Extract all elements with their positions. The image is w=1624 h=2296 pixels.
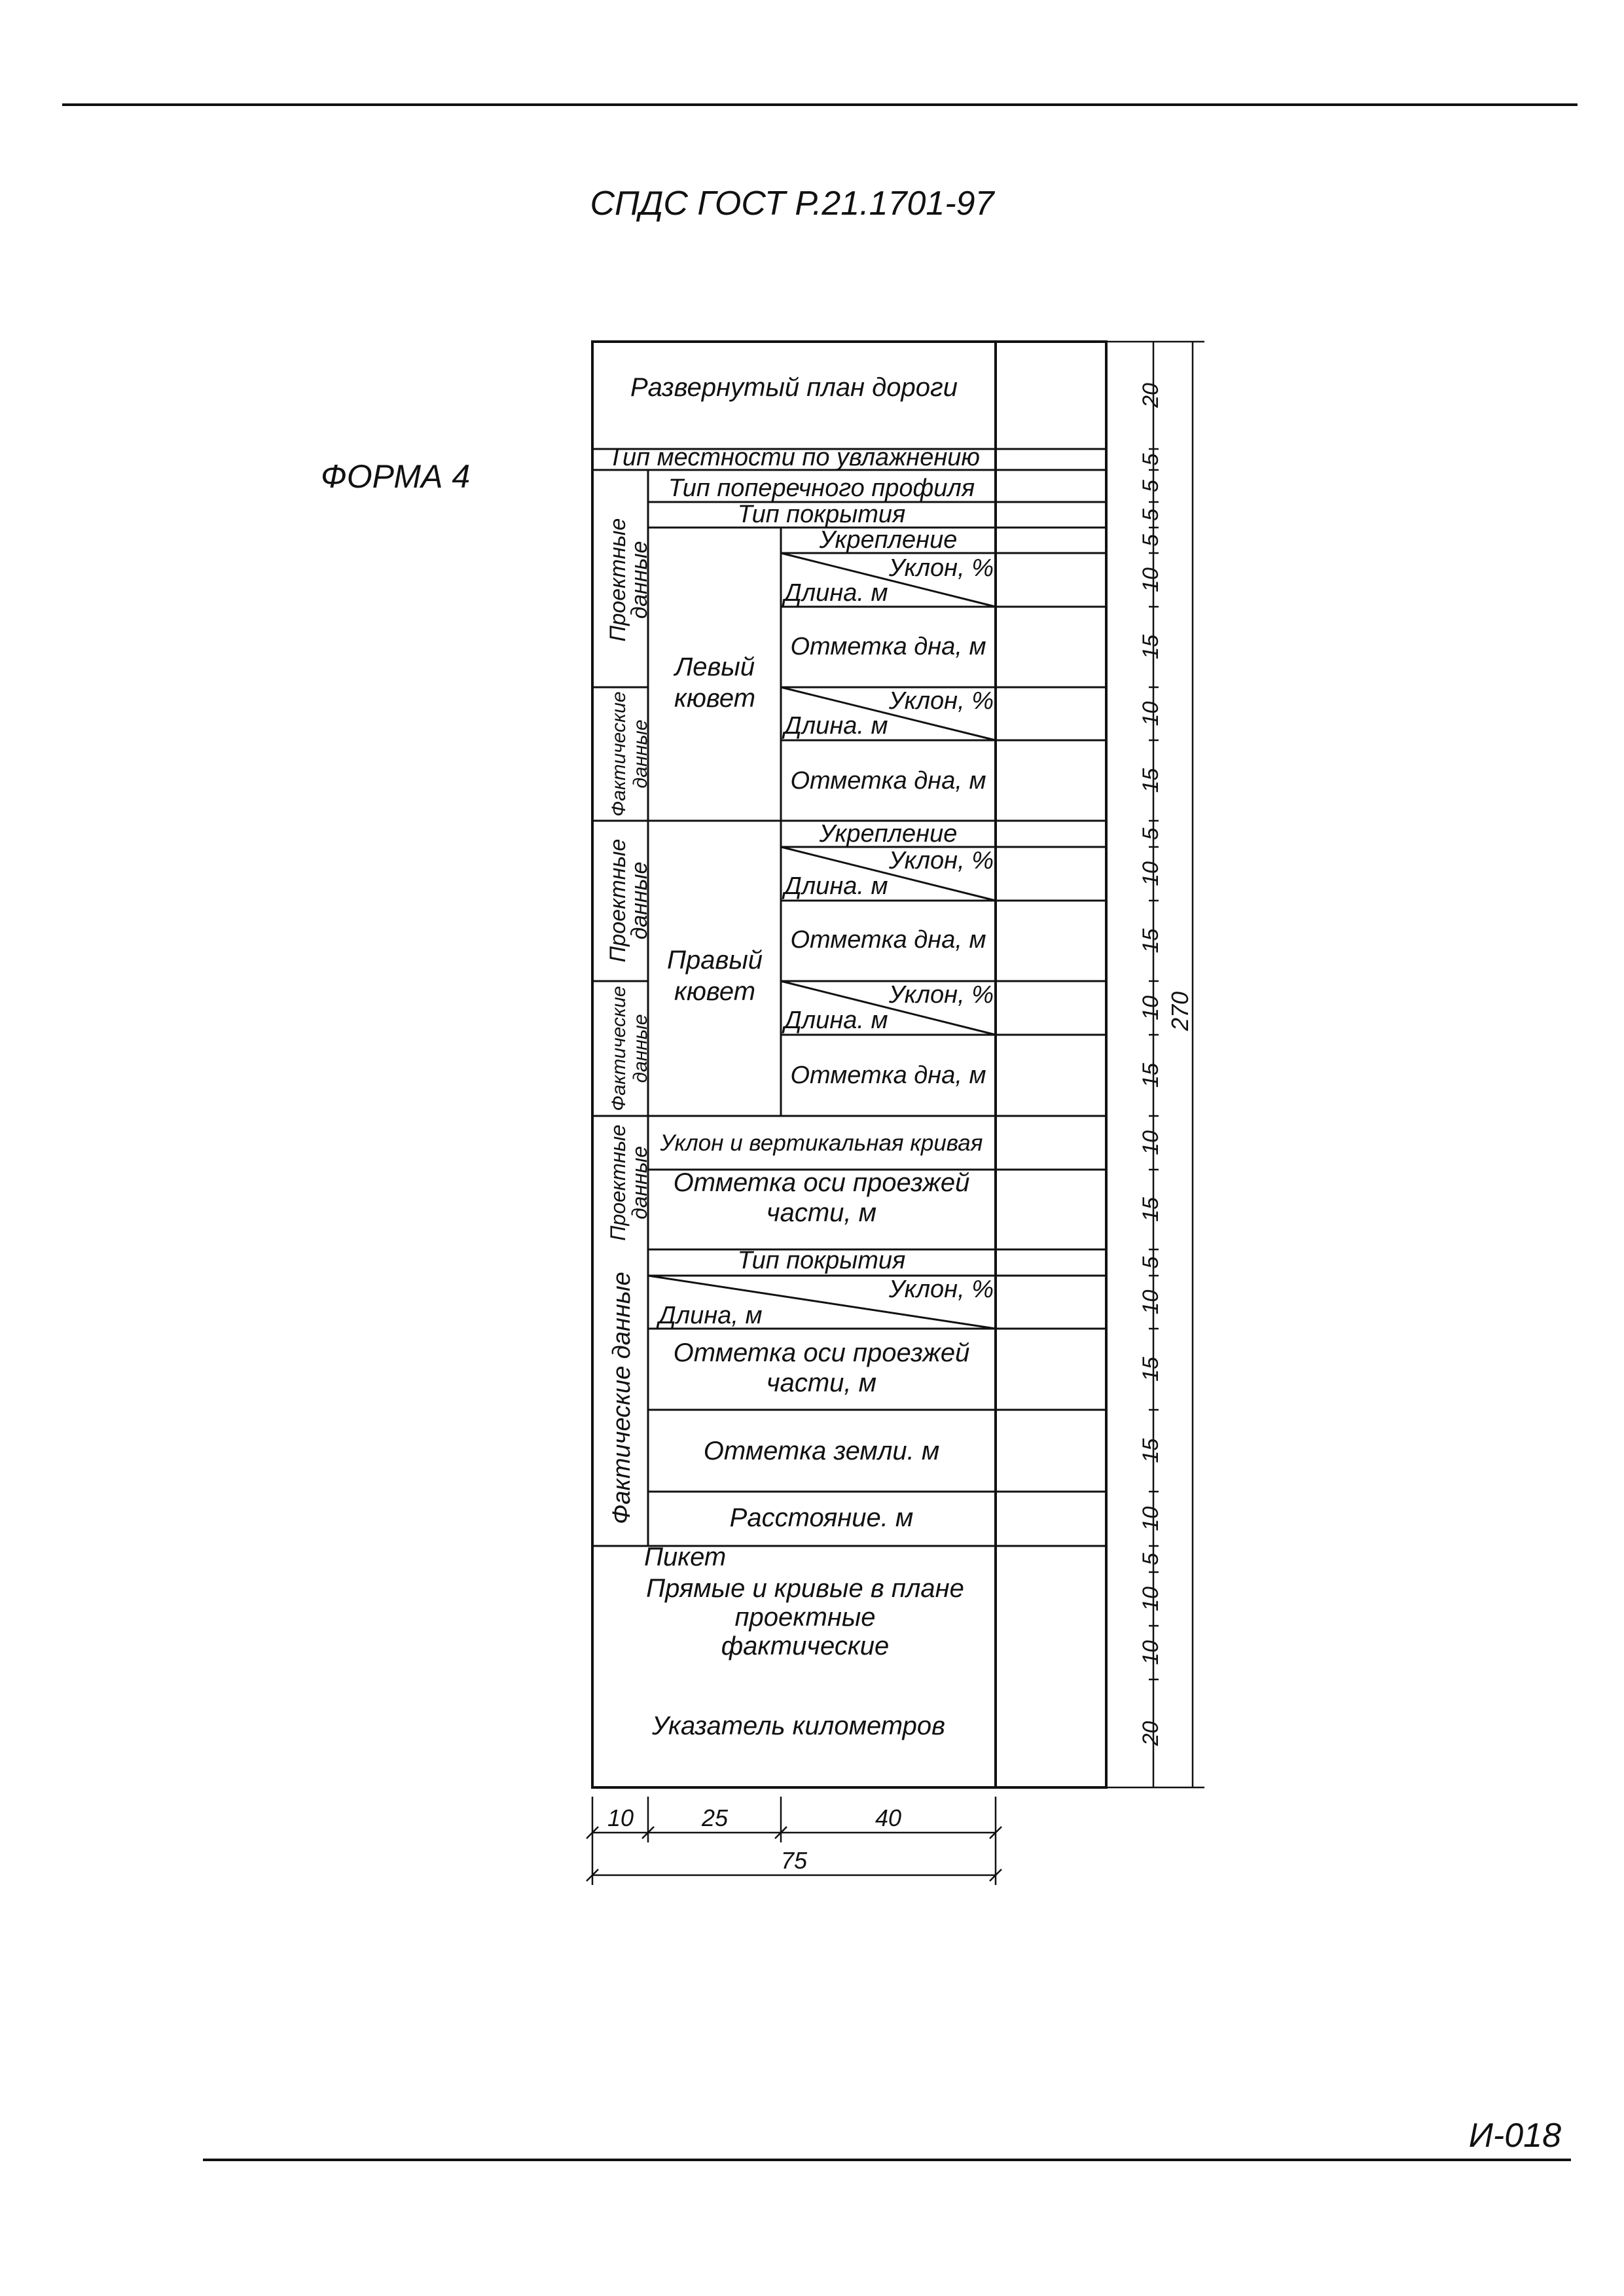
slope-vertical-curve-label: Уклон и вертикальная кривая — [660, 1130, 983, 1156]
dim-total-width: 75 — [780, 1847, 808, 1874]
left-project-slope-label: Уклон, % — [888, 554, 994, 582]
dim-row-value: 10 — [1138, 861, 1163, 886]
left-project-length-label: Длина. м — [784, 579, 888, 607]
dimension-values-right — [1138, 383, 1163, 1746]
dim-row-value: 15 — [1138, 1197, 1163, 1222]
right-actual-slope-label: Уклон, % — [888, 981, 994, 1009]
actual-axis-mark-line1: Отметка оси проезжей — [673, 1338, 970, 1367]
dim-row-value: 5 — [1138, 1256, 1163, 1269]
dim-col1: 10 — [607, 1804, 634, 1831]
actual-pavement-type-label: Тип покрытия — [737, 1247, 906, 1274]
dim-row-value: 15 — [1138, 634, 1163, 660]
road-plan-label: Развернутый план дороги — [630, 373, 958, 402]
right-actual-data-line2: данные — [630, 1014, 651, 1083]
dim-row-value: 5 — [1138, 1552, 1163, 1566]
dim-row-value: 10 — [1138, 1640, 1163, 1665]
right-ditch-line1: Правый — [666, 946, 763, 975]
right-project-slope-label: Уклон, % — [888, 847, 994, 874]
dim-row-value: 10 — [1138, 567, 1163, 592]
road-actual-data-label: Фактические данные — [608, 1272, 636, 1524]
dim-row-value: 5 — [1138, 534, 1163, 547]
dim-total-height: 270 — [1166, 991, 1193, 1031]
left-ditch-line1: Левый — [674, 653, 755, 681]
left-reinforcement-label: Укрепление — [819, 526, 958, 554]
km-indicator-label: Указатель километров — [651, 1712, 946, 1740]
road-project-data-line2: данные — [628, 1145, 651, 1220]
dim-col3: 40 — [875, 1804, 902, 1831]
left-actual-data-line2: данные — [630, 719, 651, 789]
dim-row-value: 10 — [1138, 1289, 1163, 1315]
road-project-data-line1: Проектные — [606, 1124, 630, 1241]
dim-col2: 25 — [701, 1804, 729, 1831]
left-actual-data-line1: Фактические — [608, 691, 630, 817]
left-actual-bottom-mark-label: Отметка дна, м — [790, 767, 986, 795]
dim-row-value: 15 — [1138, 768, 1163, 793]
picket-label: Пикет — [644, 1543, 727, 1571]
project-axis-mark-line1: Отметка оси проезжей — [673, 1168, 970, 1197]
dim-row-value: 20 — [1138, 383, 1163, 408]
right-reinforcement-label: Укрепление — [819, 820, 958, 848]
dim-row-value: 15 — [1138, 1438, 1163, 1463]
terrain-type-label: Тип местности по увлажнению — [608, 444, 980, 471]
plan-lines-label: Прямые и кривые в плане — [646, 1574, 964, 1603]
dim-row-value: 5 — [1138, 480, 1163, 492]
distance-label: Расстояние. м — [729, 1503, 914, 1532]
left-ditch-line2: кювет — [674, 684, 756, 713]
dim-row-value: 10 — [1138, 1587, 1163, 1611]
form-label: ФОРМА 4 — [321, 458, 471, 495]
sheet-code: И-018 — [1468, 2117, 1561, 2155]
actual-axis-mark-line2: части, м — [766, 1369, 877, 1397]
dim-row-value: 5 — [1138, 827, 1163, 840]
right-project-data-line1: Проектные — [605, 838, 630, 963]
right-actual-bottom-mark-label: Отметка дна, м — [790, 1062, 986, 1089]
dim-row-value: 15 — [1138, 928, 1163, 954]
left-actual-length-label: Длина. м — [784, 712, 888, 740]
cross-profile-label: Тип поперечного профиля — [668, 475, 975, 502]
dim-row-value: 15 — [1138, 1357, 1163, 1382]
dim-row-value: 5 — [1138, 509, 1163, 521]
ground-mark-label: Отметка земли. м — [703, 1437, 940, 1465]
dim-row-value: 10 — [1138, 1506, 1163, 1532]
actual-slope-label: Уклон, % — [888, 1276, 994, 1303]
dim-row-value: 20 — [1138, 1721, 1163, 1746]
left-actual-slope-label: Уклон, % — [888, 687, 994, 715]
left-project-data-line2: данные — [627, 541, 652, 619]
plan-project-label: проектные — [734, 1603, 876, 1632]
right-project-bottom-mark-label: Отметка дна, м — [790, 926, 986, 954]
dim-row-value: 10 — [1138, 701, 1163, 726]
right-project-length-label: Длина. м — [784, 872, 888, 900]
pavement-type-label: Тип покрытия — [737, 501, 906, 528]
plan-actual-label: фактические — [721, 1632, 890, 1660]
standard-title: СПДС ГОСТ Р.21.1701-97 — [590, 185, 994, 223]
left-project-data-line1: Проектные — [605, 518, 630, 642]
dim-row-value: 15 — [1138, 1063, 1163, 1088]
right-actual-data-line1: Фактические — [608, 986, 630, 1111]
column-lines — [648, 470, 781, 1546]
right-project-data-line2: данные — [627, 861, 652, 940]
actual-length-label: Длина, м — [659, 1302, 763, 1329]
project-axis-mark-line2: части, м — [766, 1198, 877, 1227]
left-project-bottom-mark-label: Отметка дна, м — [790, 633, 986, 660]
dim-row-value: 10 — [1138, 996, 1163, 1020]
right-actual-length-label: Длина. м — [784, 1007, 888, 1034]
dim-row-value: 10 — [1138, 1130, 1163, 1155]
right-ditch-line2: кювет — [674, 977, 756, 1006]
dim-row-value: 5 — [1138, 453, 1163, 466]
